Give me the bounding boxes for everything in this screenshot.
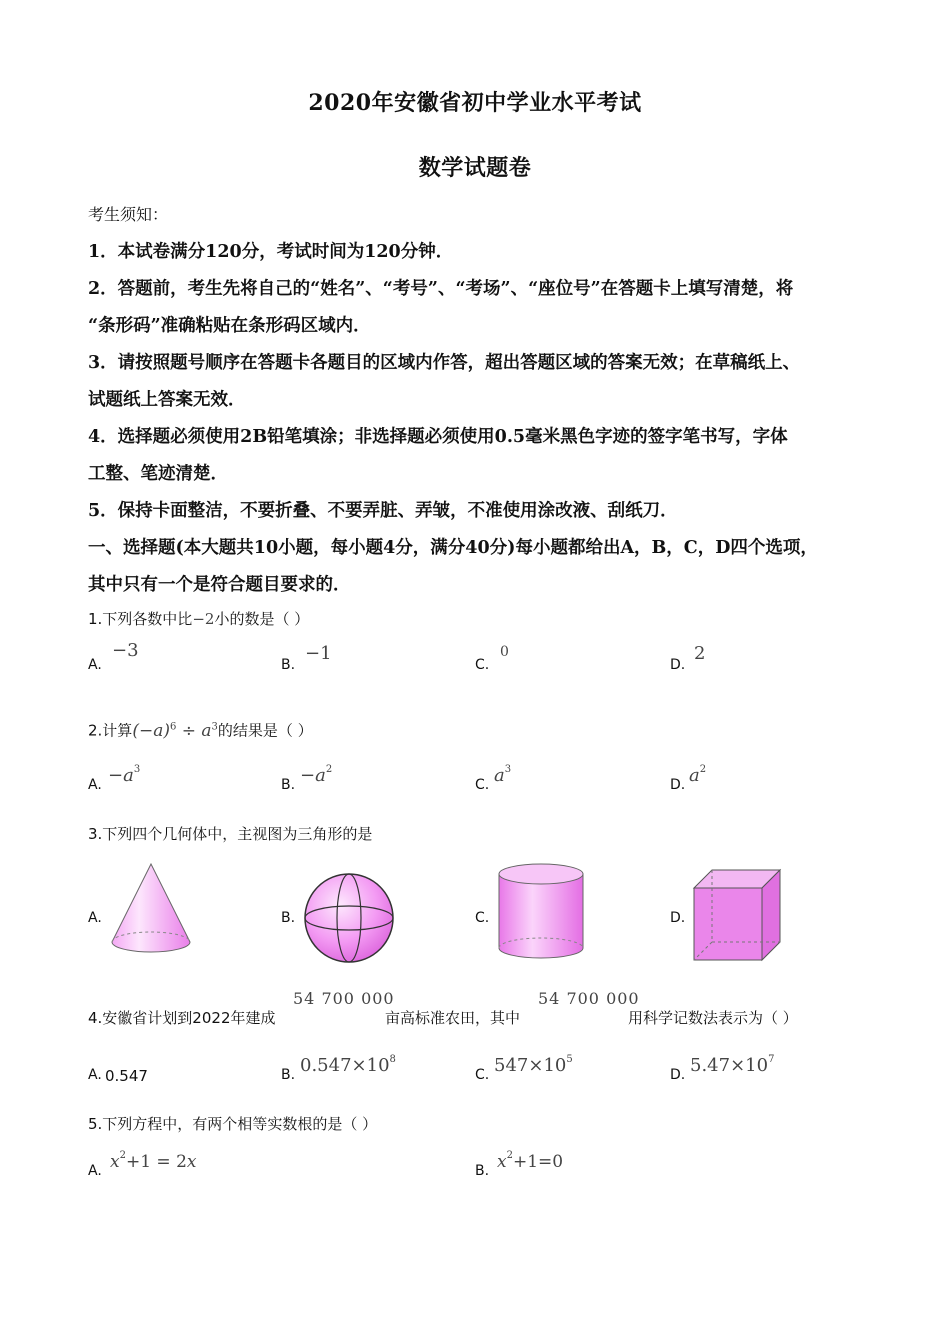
notice-heading: 考生须知： xyxy=(88,205,169,224)
section-heading: 一、选择题(本大题共10小题，每小题4分，满分40分)每小题都给出A，B，C，D四个选项， xyxy=(88,538,818,558)
notice-line-2b: “条形码”准确粘贴在条形码区域内． xyxy=(88,316,371,336)
notice-line-2: 2．答题前，考生先将自己的“姓名”、“考号”、“考场”、“座位号”在答题卡上填写清楚，将 xyxy=(88,279,794,299)
question-3: 3.下列四个几何体中，主视图为三角形的是 xyxy=(88,825,373,843)
q2-option-b xyxy=(300,764,332,786)
q4-option-a-label: A. xyxy=(88,1067,102,1083)
question-2-expr xyxy=(132,721,218,741)
q4-option-d-label: D. xyxy=(670,1067,686,1083)
q1-option-c: 0 xyxy=(500,644,509,660)
q2-option-b-base: −a xyxy=(300,765,326,786)
question-2-suffix: 的结果是（ ） xyxy=(217,721,313,740)
page-title: 2020年安徽省初中学业水平考试 xyxy=(308,90,642,116)
question-5: 5.下列方程中，有两个相等实数根的是（ ） xyxy=(88,1115,378,1133)
question-2 xyxy=(88,716,313,742)
question-1-suffix: 小的数是（ ） xyxy=(214,610,310,628)
q5-option-a-label: A. xyxy=(88,1163,102,1179)
q1-option-d: 2 xyxy=(694,643,706,664)
q4-option-b-exp: 8 xyxy=(389,1054,396,1065)
q2-option-b-label: B. xyxy=(281,777,296,793)
question-1 xyxy=(88,608,309,630)
question-2-div-exp: 3 xyxy=(211,721,218,732)
q2-option-c xyxy=(494,764,511,786)
q5-option-a-var: x xyxy=(186,1152,197,1172)
question-2-div: ÷ a xyxy=(181,720,212,741)
cylinder-icon xyxy=(496,862,586,962)
q4-option-c-exp: 5 xyxy=(566,1054,573,1065)
question-1-value: −2 xyxy=(192,610,215,628)
question-4-text-c: 用科学记数法表示为（ ） xyxy=(628,1009,798,1027)
q2-option-d xyxy=(689,764,706,786)
q4-option-c-label: C. xyxy=(475,1067,490,1083)
q2-option-a-exp: 3 xyxy=(133,764,141,775)
q4-option-a: 0.547 xyxy=(105,1067,148,1085)
question-2-prefix: 2.计算 xyxy=(88,721,133,740)
q5-option-a xyxy=(110,1150,197,1172)
q5-option-b xyxy=(497,1150,563,1172)
q5-option-b-label: B. xyxy=(475,1163,490,1179)
q3-option-b-label: B. xyxy=(281,910,296,926)
q1-option-b-label: B. xyxy=(281,657,296,673)
q5-option-b-rest: +1=0 xyxy=(512,1152,564,1172)
cube-icon xyxy=(690,866,784,964)
q1-option-a: −3 xyxy=(112,640,139,661)
notice-line-4b: 工整、笔迹清楚． xyxy=(88,464,228,484)
q5-option-a-rest: +1 = 2 xyxy=(125,1152,187,1172)
q2-option-d-exp: 2 xyxy=(699,764,707,775)
sphere-icon xyxy=(302,872,396,964)
q1-option-c-label: C. xyxy=(475,657,490,673)
notice-line-4: 4．选择题必须使用2B铅笔填涂；非选择题必须使用0.5毫米黑色字迹的签字笔书写，字体 xyxy=(88,427,788,447)
q2-option-b-exp: 2 xyxy=(325,764,333,775)
question-4-text-a: 4.安徽省计划到2022年建成 xyxy=(88,1009,276,1027)
q2-option-a xyxy=(108,764,140,786)
q2-option-d-base: a xyxy=(689,765,700,786)
q2-option-c-exp: 3 xyxy=(504,764,512,775)
question-1-prefix: 1.下列各数中比 xyxy=(88,610,193,628)
question-4-number-1: 54 700 000 xyxy=(293,989,395,1008)
q4-option-d-exp: 7 xyxy=(768,1054,775,1065)
q4-option-b-mant: 0.547×10 xyxy=(300,1055,390,1076)
q2-option-c-base: a xyxy=(494,765,505,786)
question-4-number-2: 54 700 000 xyxy=(538,989,640,1008)
q5-option-a-x: x xyxy=(110,1152,120,1172)
q4-option-b xyxy=(300,1054,396,1076)
cone-icon xyxy=(108,860,194,956)
q1-option-d-label: D. xyxy=(670,657,686,673)
question-2-base: (−a) xyxy=(132,720,170,741)
section-heading-cont: 其中只有一个是符合题目要求的． xyxy=(88,575,351,595)
q2-option-a-label: A. xyxy=(88,777,102,793)
q4-option-b-label: B. xyxy=(281,1067,296,1083)
q5-option-a-exp: 2 xyxy=(119,1150,126,1161)
q5-option-b-x: x xyxy=(497,1152,507,1172)
question-4-text-b: 亩高标准农田，其中 xyxy=(385,1009,521,1027)
notice-line-3b: 试题纸上答案无效． xyxy=(88,390,246,410)
q4-option-d xyxy=(690,1054,774,1076)
notice-line-1: 1．本试卷满分120分，考试时间为120分钟． xyxy=(88,242,454,262)
q2-option-a-base: −a xyxy=(108,765,134,786)
q1-option-b: −1 xyxy=(305,643,332,664)
q4-option-c-mant: 547×10 xyxy=(494,1055,567,1076)
q4-option-d-mant: 5.47×10 xyxy=(690,1055,769,1076)
q3-option-a-label: A. xyxy=(88,910,102,926)
question-2-exp: 6 xyxy=(169,721,177,732)
q2-option-d-label: D. xyxy=(670,777,686,793)
q4-option-c xyxy=(494,1054,573,1076)
q2-option-c-label: C. xyxy=(475,777,490,793)
q5-option-b-exp: 2 xyxy=(506,1150,513,1161)
q1-option-a-label: A. xyxy=(88,657,102,673)
q3-option-d-label: D. xyxy=(670,910,686,926)
notice-line-3: 3．请按照题号顺序在答题卡各题目的区域内作答，超出答题区域的答案无效；在草稿纸上、 xyxy=(88,353,801,373)
notice-line-5: 5．保持卡面整洁，不要折叠、不要弄脏、弄皱，不准使用涂改液、刮纸刀． xyxy=(88,501,678,521)
q3-option-c-label: C. xyxy=(475,910,490,926)
page-subtitle: 数学试题卷 xyxy=(418,155,532,181)
